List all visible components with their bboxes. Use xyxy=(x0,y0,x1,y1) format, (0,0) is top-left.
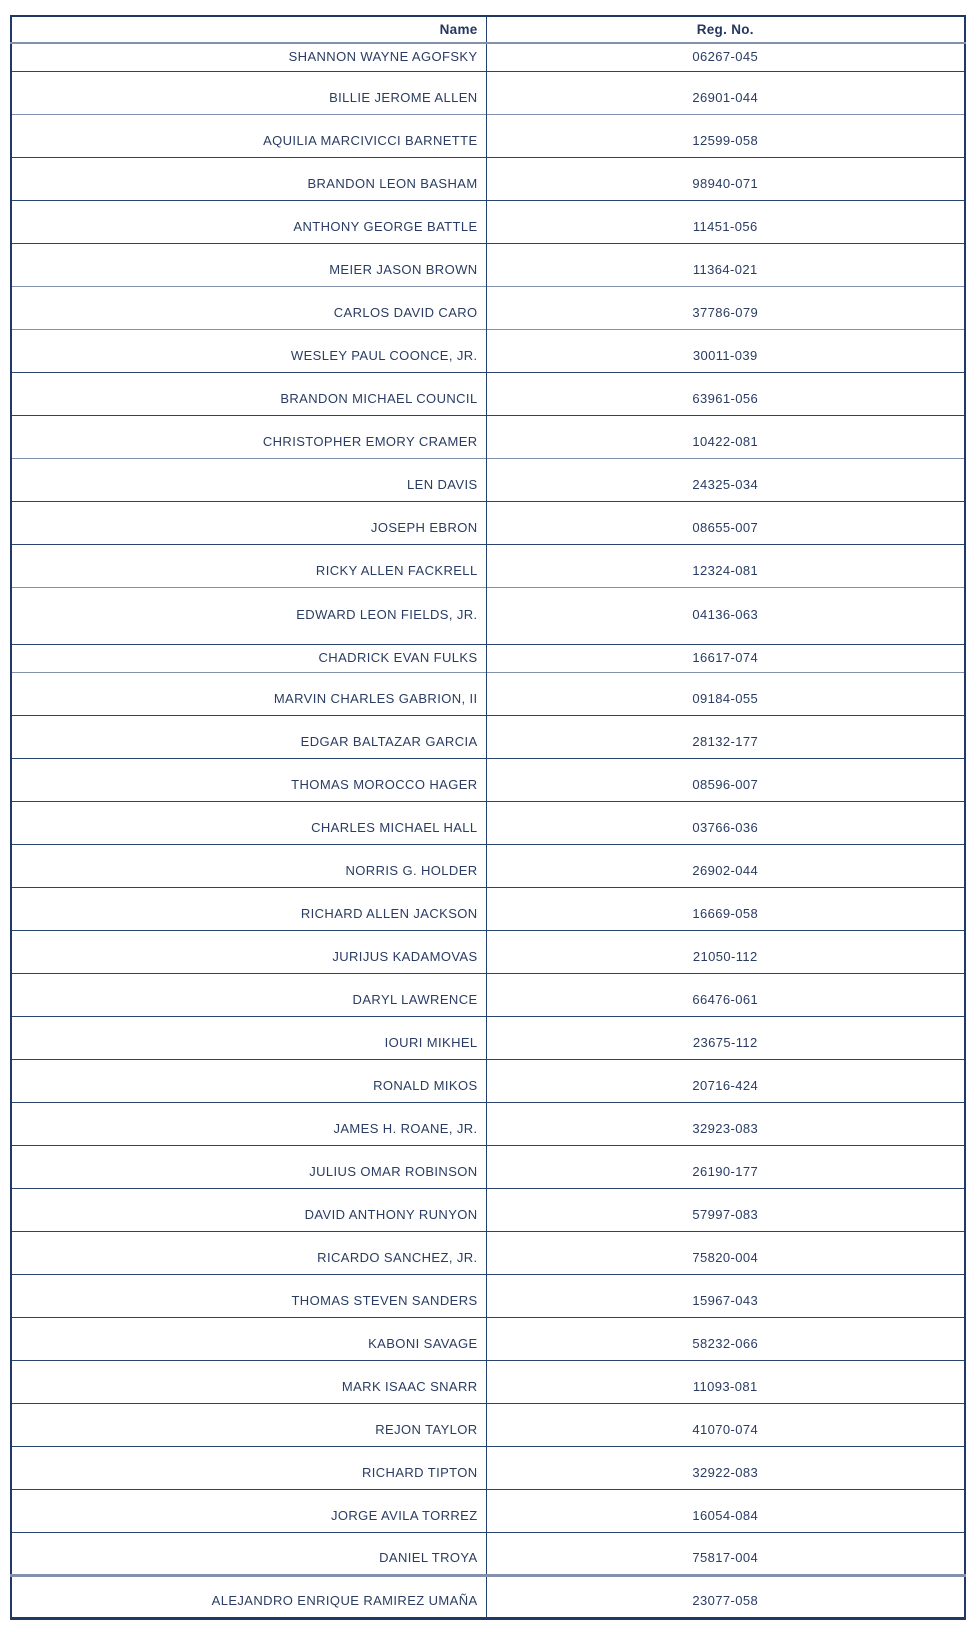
name-cell: RICHARD ALLEN JACKSON xyxy=(11,887,486,930)
name-cell: JAMES H. ROANE, JR. xyxy=(11,1102,486,1145)
reg-no-cell: 12599-058 xyxy=(486,114,965,157)
name-cell: LEN DAVIS xyxy=(11,458,486,501)
column-header-reg-no: Reg. No. xyxy=(486,16,965,43)
table-row xyxy=(11,587,965,644)
reg-no-cell: 58232-066 xyxy=(486,1317,965,1360)
table-row xyxy=(11,157,965,200)
reg-no-cell: 16617-074 xyxy=(486,644,965,672)
table-row xyxy=(11,243,965,286)
name-cell: DARYL LAWRENCE xyxy=(11,973,486,1016)
table-row xyxy=(11,200,965,243)
name-cell: ANTHONY GEORGE BATTLE xyxy=(11,200,486,243)
table-row xyxy=(11,644,965,672)
reg-no-cell: 15967-043 xyxy=(486,1274,965,1317)
reg-no-cell: 03766-036 xyxy=(486,801,965,844)
name-cell: KABONI SAVAGE xyxy=(11,1317,486,1360)
table-row xyxy=(11,844,965,887)
reg-no-cell: 20716-424 xyxy=(486,1059,965,1102)
reg-no-cell: 08655-007 xyxy=(486,501,965,544)
table-row xyxy=(11,1016,965,1059)
name-cell: JULIUS OMAR ROBINSON xyxy=(11,1145,486,1188)
table-row xyxy=(11,1446,965,1489)
reg-no-cell: 98940-071 xyxy=(486,157,965,200)
reg-no-cell: 30011-039 xyxy=(486,329,965,372)
reg-no-cell: 32923-083 xyxy=(486,1102,965,1145)
name-cell: AQUILIA MARCIVICCI BARNETTE xyxy=(11,114,486,157)
reg-no-cell: 32922-083 xyxy=(486,1446,965,1489)
name-cell: JOSEPH EBRON xyxy=(11,501,486,544)
table-row xyxy=(11,672,965,715)
reg-no-cell: 04136-063 xyxy=(486,587,965,644)
table-row xyxy=(11,1532,965,1575)
table-row xyxy=(11,1231,965,1274)
table-row xyxy=(11,715,965,758)
table-row xyxy=(11,1317,965,1360)
reg-no-cell: 24325-034 xyxy=(486,458,965,501)
table-row xyxy=(11,887,965,930)
reg-no-cell: 26902-044 xyxy=(486,844,965,887)
table-row xyxy=(11,930,965,973)
reg-no-cell: 28132-177 xyxy=(486,715,965,758)
reg-no-cell: 11451-056 xyxy=(486,200,965,243)
table-row xyxy=(11,1403,965,1446)
reg-no-cell: 12324-081 xyxy=(486,544,965,587)
table-row xyxy=(11,458,965,501)
table-row xyxy=(11,1188,965,1231)
name-cell: MEIER JASON BROWN xyxy=(11,243,486,286)
table-row xyxy=(11,1059,965,1102)
table-row xyxy=(11,758,965,801)
name-cell: IOURI MIKHEL xyxy=(11,1016,486,1059)
column-header-name: Name xyxy=(439,22,478,37)
reg-no-cell: 57997-083 xyxy=(486,1188,965,1231)
reg-no-cell: 26901-044 xyxy=(486,71,965,114)
table-row xyxy=(11,1102,965,1145)
name-cell: RICARDO SANCHEZ, JR. xyxy=(11,1231,486,1274)
reg-no-cell: 08596-007 xyxy=(486,758,965,801)
name-cell: JORGE AVILA TORREZ xyxy=(11,1489,486,1532)
reg-no-cell: 75820-004 xyxy=(486,1231,965,1274)
name-cell: JURIJUS KADAMOVAS xyxy=(11,930,486,973)
name-cell: SHANNON WAYNE AGOFSKY xyxy=(11,43,486,71)
table-row xyxy=(11,1274,965,1317)
name-cell: NORRIS G. HOLDER xyxy=(11,844,486,887)
reg-no-cell: 66476-061 xyxy=(486,973,965,1016)
name-cell: CHRISTOPHER EMORY CRAMER xyxy=(11,415,486,458)
name-cell: DAVID ANTHONY RUNYON xyxy=(11,1188,486,1231)
name-cell: BRANDON LEON BASHAM xyxy=(11,157,486,200)
table-row xyxy=(11,501,965,544)
name-cell: BRANDON MICHAEL COUNCIL xyxy=(11,372,486,415)
table-row xyxy=(11,329,965,372)
reg-no-cell: 16669-058 xyxy=(486,887,965,930)
reg-no-cell: 37786-079 xyxy=(486,286,965,329)
name-cell: EDGAR BALTAZAR GARCIA xyxy=(11,715,486,758)
name-cell: THOMAS MOROCCO HAGER xyxy=(11,758,486,801)
reg-no-cell: 26190-177 xyxy=(486,1145,965,1188)
reg-no-cell: 21050-112 xyxy=(486,930,965,973)
name-cell: DANIEL TROYA xyxy=(11,1532,486,1575)
reg-no-cell: 10422-081 xyxy=(486,415,965,458)
table-row xyxy=(11,1145,965,1188)
name-cell: THOMAS STEVEN SANDERS xyxy=(11,1274,486,1317)
table-row xyxy=(11,1489,965,1532)
name-cell: ALEJANDRO ENRIQUE RAMIREZ UMAÑA xyxy=(11,1575,486,1618)
name-cell: BILLIE JEROME ALLEN xyxy=(11,71,486,114)
reg-no-cell: 06267-045 xyxy=(486,43,965,71)
table-row xyxy=(11,1575,965,1618)
table-row xyxy=(11,372,965,415)
name-cell: WESLEY PAUL COONCE, JR. xyxy=(11,329,486,372)
reg-no-cell: 75817-004 xyxy=(486,1532,965,1575)
inmate-table-body xyxy=(11,43,965,1618)
name-cell: CHADRICK EVAN FULKS xyxy=(11,644,486,672)
reg-no-cell: 41070-074 xyxy=(486,1403,965,1446)
reg-no-cell: 23077-058 xyxy=(486,1575,965,1618)
reg-no-cell: 16054-084 xyxy=(486,1489,965,1532)
name-cell: RONALD MIKOS xyxy=(11,1059,486,1102)
name-cell: CARLOS DAVID CARO xyxy=(11,286,486,329)
name-cell: RICHARD TIPTON xyxy=(11,1446,486,1489)
name-cell: CHARLES MICHAEL HALL xyxy=(11,801,486,844)
reg-no-cell: 11364-021 xyxy=(486,243,965,286)
reg-no-cell: 09184-055 xyxy=(486,672,965,715)
table-row xyxy=(11,801,965,844)
name-cell: MARK ISAAC SNARR xyxy=(11,1360,486,1403)
table-row xyxy=(11,544,965,587)
table-row xyxy=(11,286,965,329)
table-row xyxy=(11,114,965,157)
reg-no-cell: 63961-056 xyxy=(486,372,965,415)
table-row xyxy=(11,415,965,458)
reg-no-cell: 11093-081 xyxy=(486,1360,965,1403)
name-cell: RICKY ALLEN FACKRELL xyxy=(11,544,486,587)
inmate-table xyxy=(10,15,966,1620)
table-row xyxy=(11,973,965,1016)
inmate-table-head xyxy=(11,16,965,43)
table-row xyxy=(11,43,965,71)
table-row xyxy=(11,1360,965,1403)
name-cell: MARVIN CHARLES GABRION, II xyxy=(11,672,486,715)
table-row xyxy=(11,71,965,114)
name-cell: EDWARD LEON FIELDS, JR. xyxy=(11,587,486,644)
reg-no-cell: 23675-112 xyxy=(486,1016,965,1059)
table-header-row xyxy=(11,16,965,43)
name-cell: REJON TAYLOR xyxy=(11,1403,486,1446)
